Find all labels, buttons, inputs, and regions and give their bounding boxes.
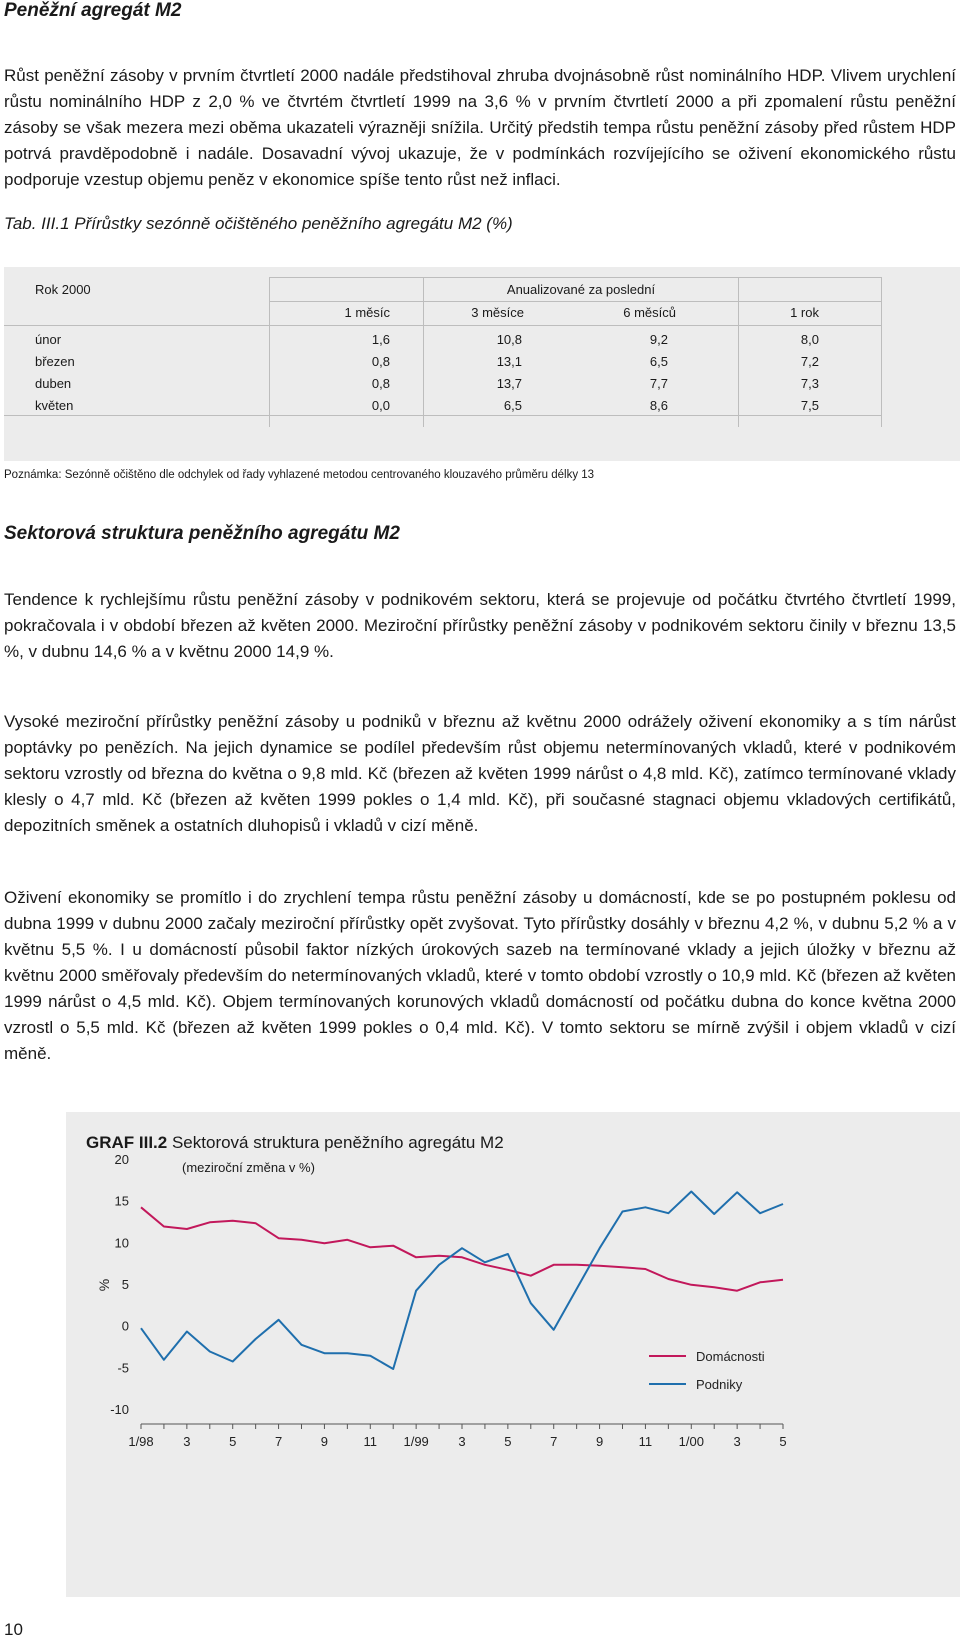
- y-axis-label: %: [96, 1278, 112, 1292]
- table-bottom-line: [4, 415, 881, 416]
- table-cell: 10,8: [496, 332, 522, 347]
- table-cell: 7,2: [800, 354, 819, 369]
- chart-panel: [66, 1112, 960, 1597]
- m2-paragraph: Růst peněžní zásoby v prvním čtvrtletí 2000 nadále předstihoval zhruba dvojnásobně růst nominálního HDP. Vlivem urychlení růstu nominálního HDP z 2,0 % ve čtvrtém čtvrtletí 1999 na 3,6 % v prvním čtvrtletí 2000 a při zpomalení růstu peněžní zásoby se však mezera mezi oběma ukazateli výrazněji snížila. Určitý předstih tempa růstu peněžní zásoby před růstem HDP potrvá pravděpodobně i nadále. Dosavadní vývoj ukazuje, že v podmínkách rozvíjejícího se oživení ekonomického růstu podporuje vzestup objemu peněz v ekonomice spíše tento růst než inflaci.: [4, 66, 956, 189]
- table-line-v3: [881, 277, 882, 427]
- sector-paragraph-1: Tendence k rychlejšímu růstu peněžní zásoby v podnikovém sektoru, která se projevuje od počátku čtvrtého čtvrtletí 1999, pokračovala i v období březen až květen 2000. Meziroční přírůstky peněžní zásoby v podnikovém sektoru činily v březnu 13,5 %, v dubnu 14,6 % a v květnu 2000 14,9 %.: [4, 590, 956, 661]
- table-row-label: duben: [35, 376, 72, 391]
- x-tick-label: 11: [638, 1434, 653, 1449]
- legend-label: Podniky: [696, 1377, 743, 1392]
- table-cell: 0,8: [371, 354, 390, 369]
- x-tick-label: 5: [779, 1434, 787, 1449]
- chart-subtitle: (meziroční změna v %): [182, 1160, 315, 1175]
- table-col-header-2: 3 měsíce: [471, 305, 524, 320]
- table-row-label: únor: [35, 332, 62, 347]
- sector-paragraph-3: Oživení ekonomiky se promítlo i do zrychlení tempa růstu peněžní zásoby u domácností, kde se po postupném poklesu od dubna 1999 v dubnu 2000 začaly meziroční přírůstky opět zvyšovat. Tyto přírůstky dosáhly v březnu 4,2 %, v dubnu 5,2 % a v květnu 5,5 %. I u domácností působil faktor nízkých úrokových sazeb na termínované vklady a jejich úložky v březnu až květnu 2000 směřovaly především do netermínovaných vkladů, které v tomto období vzrostly o 10,9 mld. Kč (březen až květen 1999 nárůst o 4,5 mld. Kč). Objem termínovaných korunových vkladů domácností od počátku dubna do konce května 2000 vzrostl o 5,5 mld. Kč (březen až květen 1999 pokles o 0,4 mld. Kč). V tomto sektoru se mírně zvýšil i objem vkladů v cizí měně.: [4, 888, 956, 1063]
- legend-label: Domácnosti: [696, 1349, 765, 1364]
- table-cell: 0,0: [371, 398, 390, 413]
- table-header-line: [4, 325, 881, 326]
- section-title-sector: Sektorová struktura peněžního agregátu M2: [4, 523, 400, 544]
- table-cell: 0,8: [371, 376, 390, 391]
- table-col-header-3: 6 měsíců: [623, 305, 676, 320]
- sector-paragraph-2: Vysoké meziroční přírůstky peněžní zásoby u podniků v březnu až květnu 2000 odrážely oživení ekonomiky a s tím nárůst poptávky po penězích. Na jejich dynamice se podílel především růst objemu netermínovaných vkladů, které v podnikovém sektoru vzrostly od března do května o 9,8 mld. Kč (březen až květen 1999 nárůst o 4,8 mld. Kč), zatímco termínované vklady klesly o 4,7 mld. Kč (březen až květen 1999 pokles o 1,4 mld. Kč), při současné stagnaci objemu vkladových certifikátů, depozitních směnek a ostatních dluhopisů i vkladů v cizí měně.: [4, 712, 956, 835]
- x-tick-label: 5: [504, 1434, 512, 1449]
- x-tick-label: 7: [274, 1434, 283, 1449]
- y-tick-label: 5: [121, 1277, 129, 1292]
- table-cell: 6,5: [503, 398, 522, 413]
- x-tick-label: 11: [363, 1434, 378, 1449]
- table-cell: 7,3: [800, 376, 819, 391]
- y-tick-label: -10: [110, 1402, 129, 1417]
- y-tick-label: 10: [114, 1235, 129, 1251]
- table-cell: 13,7: [496, 376, 522, 391]
- table-row-header: Rok 2000: [35, 282, 91, 297]
- y-tick-label: -5: [117, 1360, 129, 1376]
- table-cell: 8,0: [800, 332, 819, 347]
- table-cell: 8,6: [649, 398, 668, 413]
- page-number: 10: [4, 1620, 23, 1639]
- chart-title-prefix: GRAF III.2: [86, 1133, 168, 1152]
- y-tick-label: 20: [114, 1152, 129, 1167]
- table-group-header: Anualizované za poslední: [506, 282, 656, 297]
- x-tick-label: 3: [183, 1434, 191, 1449]
- section-title-m2: Peněžní agregát M2: [4, 0, 182, 21]
- x-tick-label: 5: [229, 1434, 237, 1449]
- x-tick-label: 1/98: [128, 1434, 154, 1449]
- series-line-podniky: [141, 1192, 783, 1370]
- table-row-label: květen: [35, 398, 74, 413]
- table-panel: [4, 267, 960, 461]
- x-tick-label: 1/99: [403, 1434, 429, 1449]
- x-tick-label: 9: [320, 1434, 329, 1449]
- table-mid-line: [269, 301, 881, 302]
- y-tick-label: 15: [114, 1193, 129, 1209]
- chart-title-text: Sektorová struktura peněžního agregátu M2: [171, 1133, 504, 1152]
- table-col-header-1: 1 měsíc: [344, 305, 390, 320]
- x-tick-label: 3: [458, 1434, 466, 1449]
- table-caption: Tab. III.1 Přírůstky sezónně očištěného peněžního agregátu M2 (%): [4, 214, 513, 233]
- table-note: Poznámka: Sezónně očištěno dle odchylek od řady vyhlazené metodou centrovaného klouzavého průměru délky 13: [4, 469, 595, 481]
- table-cell: 9,2: [649, 332, 668, 347]
- x-tick-label: 7: [550, 1434, 558, 1449]
- table-col-header-4: 1 rok: [790, 305, 819, 320]
- x-tick-label: 9: [595, 1434, 604, 1449]
- table-cell: 13,1: [496, 354, 522, 369]
- table-row-label: březen: [35, 354, 75, 369]
- table-top-line: [269, 277, 881, 278]
- x-tick-label: 3: [733, 1434, 741, 1449]
- table-cell: 6,5: [649, 354, 668, 369]
- table-cell: 7,5: [800, 398, 819, 413]
- table-cell: 7,7: [649, 376, 668, 391]
- y-tick-label: 0: [121, 1318, 129, 1334]
- table-cell: 1,6: [371, 332, 390, 347]
- x-tick-label: 1/00: [678, 1434, 704, 1449]
- chart-svg: [66, 1112, 960, 1597]
